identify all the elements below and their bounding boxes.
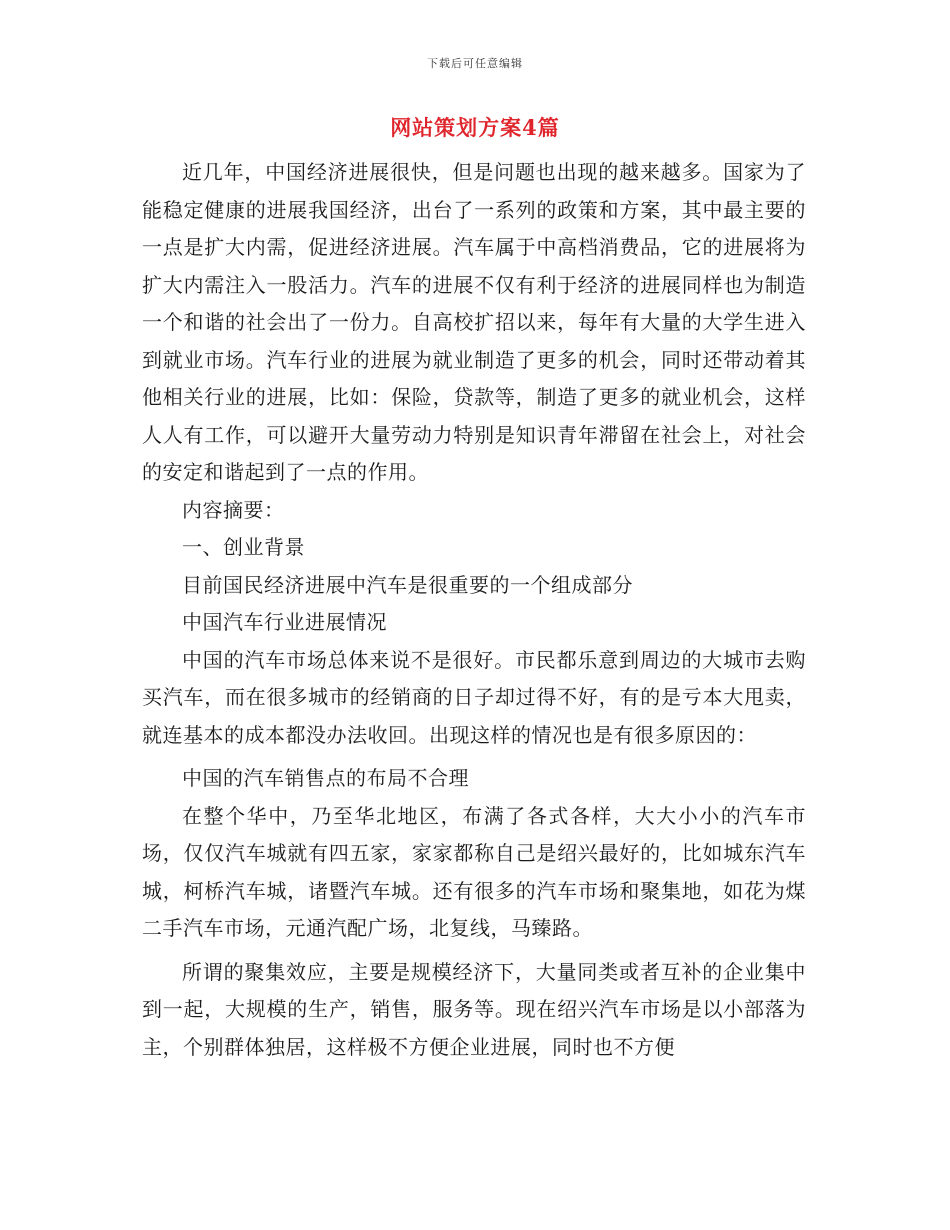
paragraph-industry-heading: 中国汽车行业进展情况 bbox=[182, 610, 387, 634]
paragraph-background-line: 目前国民经济进展中汽车是很重要的一个组成部分 bbox=[182, 572, 633, 597]
paragraph-abstract-heading: 内容摘要： bbox=[182, 497, 285, 522]
paragraph-cluster-effect: 所谓的聚集效应，主要是规模经济下，大量同类或者互补的企业集中到一起，大规模的生产，销售，服务等。现在绍兴汽车市场是以小部落为主，个别群体独居，这样极不方便企业进展，同时也不方便 bbox=[142, 959, 806, 1059]
paragraph-layout-heading: 中国的汽车销售点的布局不合理 bbox=[182, 766, 469, 790]
page-header-note: 下载后可任意编辑 bbox=[427, 57, 523, 70]
paragraph-intro: 近几年，中国经济进展很快，但是问题也出现的越来越多。国家为了能稳定健康的进展我国经济，出台了一系列的政策和方案，其中最主要的一点是扩大内需，促进经济进展。汽车属于中高档消费品，它的进展将为扩大内需注入一股活力。汽车的进展不仅有利于经济的进展同样也为制造一个和谐的社会出了一份力。自高校扩招以来，每年有大量的大学生进入到就业市场。汽车行业的进展为就业制造了更多的机会，同时还带动着其他相关行业的进展，比如：保险，贷款等，制造了更多的就业机会，这样人人有工作，可以避开大量劳动力特别是知识青年滞留在社会上，对社会的安定和谐起到了一点的作用。 bbox=[142, 160, 806, 484]
document-body bbox=[142, 154, 806, 1066]
paragraph-market-overview: 中国的汽车市场总体来说不是很好。市民都乐意到周边的大城市去购买汽车，而在很多城市的经销商的日子却过得不好，有的是亏本大甩卖，就连基本的成本都没办法收回。出现这样的情况也是有很多原因的： bbox=[142, 647, 806, 747]
paragraph-section-heading: 一、创业背景 bbox=[182, 535, 305, 559]
document-title: 网站策划方案4篇 bbox=[390, 115, 560, 140]
paragraph-market-distribution: 在整个华中，乃至华北地区，布满了各式各样，大大小小的汽车市场，仅仅汽车城就有四五家，家家都称自己是绍兴最好的，比如城东汽车城，柯桥汽车城，诸暨汽车城。还有很多的汽车市场和聚集地，如花为煤二手汽车市场，元通汽配广场，北复线，马臻路。 bbox=[142, 803, 806, 940]
